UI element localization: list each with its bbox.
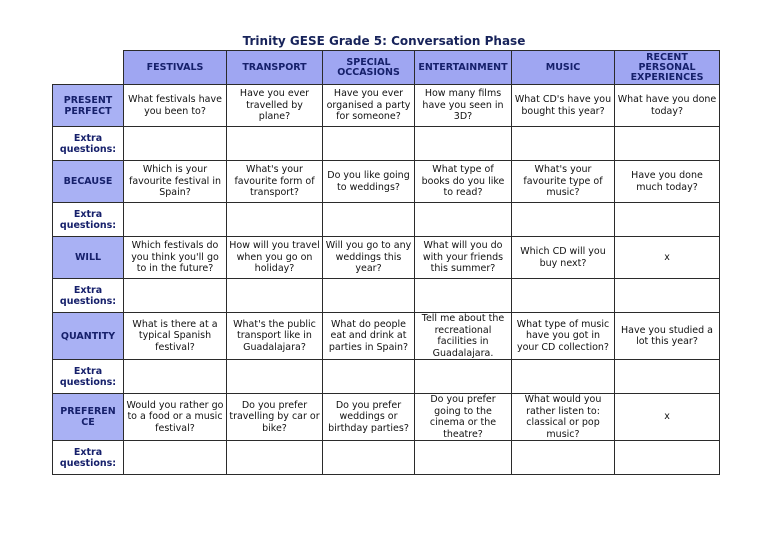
empty-cell[interactable] xyxy=(512,441,615,475)
empty-cell[interactable] xyxy=(124,279,227,313)
empty-cell[interactable] xyxy=(512,203,615,237)
column-header-music: MUSIC xyxy=(512,51,615,85)
column-header-entertainment: ENTERTAINMENT xyxy=(415,51,512,85)
column-header-festivals: FESTIVALS xyxy=(124,51,227,85)
question-cell: What CD's have you bought this year? xyxy=(512,85,615,127)
question-cell: What's the public transport like in Guadalajara? xyxy=(227,313,323,360)
empty-cell[interactable] xyxy=(512,279,615,313)
empty-cell[interactable] xyxy=(512,360,615,394)
question-cell: x xyxy=(615,237,720,279)
empty-cell[interactable] xyxy=(124,441,227,475)
question-cell: Which is your favourite festival in Spain? xyxy=(124,161,227,203)
question-cell: What's your favourite type of music? xyxy=(512,161,615,203)
question-cell: Have you ever organised a party for someone? xyxy=(323,85,415,127)
question-cell: Do you like going to weddings? xyxy=(323,161,415,203)
column-header-transport: TRANSPORT xyxy=(227,51,323,85)
empty-cell[interactable] xyxy=(124,203,227,237)
extra-questions-label: Extra questions: xyxy=(53,203,124,237)
question-cell: What do people eat and drink at parties in Spain? xyxy=(323,313,415,360)
conversation-table xyxy=(52,50,720,475)
header-row xyxy=(53,51,720,85)
empty-cell[interactable] xyxy=(615,441,720,475)
question-cell: Tell me about the recreational facilities in Guadalajara. xyxy=(415,313,512,360)
extra-questions-label: Extra questions: xyxy=(53,279,124,313)
extra-questions-label: Extra questions: xyxy=(53,127,124,161)
extra-questions-label: Extra questions: xyxy=(53,441,124,475)
extra-questions-row xyxy=(53,127,720,161)
question-cell: Will you go to any weddings this year? xyxy=(323,237,415,279)
row-header-will: WILL xyxy=(53,237,124,279)
question-cell: How many films have you seen in 3D? xyxy=(415,85,512,127)
question-cell: What would you rather listen to: classical or pop music? xyxy=(512,394,615,441)
empty-cell[interactable] xyxy=(227,279,323,313)
extra-questions-row xyxy=(53,279,720,313)
extra-questions-row xyxy=(53,203,720,237)
question-cell: x xyxy=(615,394,720,441)
table-row xyxy=(53,161,720,203)
empty-cell[interactable] xyxy=(227,441,323,475)
question-cell: Do you prefer travelling by car or bike? xyxy=(227,394,323,441)
empty-cell[interactable] xyxy=(227,127,323,161)
question-cell: What type of music have you got in your CD collection? xyxy=(512,313,615,360)
extra-questions-row xyxy=(53,441,720,475)
empty-cell[interactable] xyxy=(415,203,512,237)
question-cell: What will you do with your friends this summer? xyxy=(415,237,512,279)
row-header-preference: PREFEREN CE xyxy=(53,394,124,441)
empty-cell[interactable] xyxy=(124,360,227,394)
empty-cell[interactable] xyxy=(227,360,323,394)
empty-cell[interactable] xyxy=(323,441,415,475)
question-cell: Would you rather go to a food or a music festival? xyxy=(124,394,227,441)
table-row xyxy=(53,313,720,360)
extra-questions-row xyxy=(53,360,720,394)
extra-questions-label: Extra questions: xyxy=(53,360,124,394)
question-cell: Have you done much today? xyxy=(615,161,720,203)
empty-cell[interactable] xyxy=(615,127,720,161)
empty-cell[interactable] xyxy=(615,360,720,394)
table-row xyxy=(53,394,720,441)
question-cell: Do you prefer going to the cinema or the theatre? xyxy=(415,394,512,441)
question-cell: Have you studied a lot this year? xyxy=(615,313,720,360)
question-cell: What's your favourite form of transport? xyxy=(227,161,323,203)
empty-cell[interactable] xyxy=(615,203,720,237)
empty-cell[interactable] xyxy=(227,203,323,237)
question-cell: How will you travel when you go on holiday? xyxy=(227,237,323,279)
column-header-recent-experiences: RECENT PERSONAL EXPERIENCES xyxy=(615,51,720,85)
page-title: Trinity GESE Grade 5: Conversation Phase xyxy=(242,34,526,48)
empty-cell[interactable] xyxy=(415,127,512,161)
question-cell: Which festivals do you think you'll go to in the future? xyxy=(124,237,227,279)
empty-cell[interactable] xyxy=(323,360,415,394)
empty-cell[interactable] xyxy=(323,203,415,237)
table-row xyxy=(53,85,720,127)
empty-cell[interactable] xyxy=(615,279,720,313)
empty-cell[interactable] xyxy=(323,127,415,161)
row-header-quantity: QUANTITY xyxy=(53,313,124,360)
question-cell: Have you ever travelled by plane? xyxy=(227,85,323,127)
empty-cell[interactable] xyxy=(323,279,415,313)
empty-cell[interactable] xyxy=(415,441,512,475)
row-header-present-perfect: PRESENT PERFECT xyxy=(53,85,124,127)
question-cell: What type of books do you like to read? xyxy=(415,161,512,203)
question-cell: What is there at a typical Spanish festival? xyxy=(124,313,227,360)
empty-cell[interactable] xyxy=(124,127,227,161)
question-cell: Do you prefer weddings or birthday parties? xyxy=(323,394,415,441)
empty-cell[interactable] xyxy=(415,279,512,313)
corner-cell xyxy=(53,51,124,85)
table-row xyxy=(53,237,720,279)
question-cell: What festivals have you been to? xyxy=(124,85,227,127)
row-header-because: BECAUSE xyxy=(53,161,124,203)
column-header-special-occasions: SPECIAL OCCASIONS xyxy=(323,51,415,85)
question-cell: Which CD will you buy next? xyxy=(512,237,615,279)
question-cell: What have you done today? xyxy=(615,85,720,127)
empty-cell[interactable] xyxy=(512,127,615,161)
empty-cell[interactable] xyxy=(415,360,512,394)
